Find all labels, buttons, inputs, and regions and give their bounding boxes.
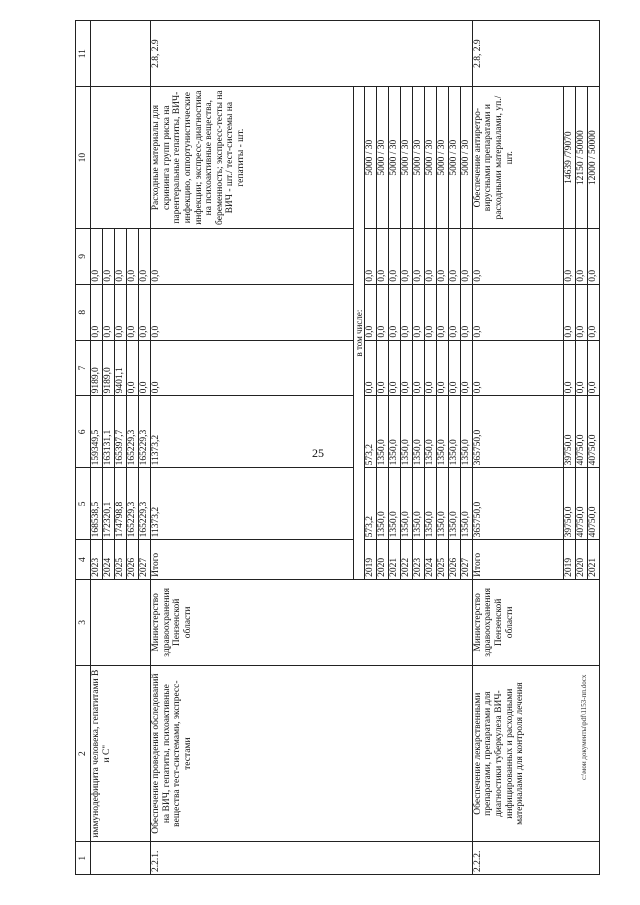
value-cell: 0,0 bbox=[115, 229, 127, 285]
value-cell: 0,0 bbox=[376, 229, 388, 285]
col-head-1: 1 bbox=[76, 842, 91, 875]
year-cell: 2025 bbox=[436, 540, 448, 580]
col-head-10: 10 bbox=[76, 87, 91, 229]
value-cell: 0,0 bbox=[388, 229, 400, 285]
table-row bbox=[91, 21, 103, 875]
total-value-cell: 365750,0 bbox=[472, 468, 563, 540]
year-cell: 2026 bbox=[448, 540, 460, 580]
year-cell: 2027 bbox=[139, 540, 151, 580]
year-cell: 2020 bbox=[576, 540, 588, 580]
col-head-7: 7 bbox=[76, 340, 91, 396]
value-cell: 0,0 bbox=[139, 284, 151, 340]
value-cell: 0,0 bbox=[436, 340, 448, 396]
indicator-description: Обеспечение антиретро-вирусными препаратами и расходными материалами, уп./ шт. bbox=[472, 87, 563, 229]
value-cell: 0,0 bbox=[576, 284, 588, 340]
continued-name-cell: иммунодефицита человека, гепатитами В и С" bbox=[91, 665, 151, 842]
col-head-11: 11 bbox=[76, 21, 91, 87]
value-cell: 0,0 bbox=[388, 340, 400, 396]
value-cell: 172320,1 bbox=[103, 468, 115, 540]
year-cell: 2019 bbox=[364, 540, 376, 580]
value-cell: 0,0 bbox=[412, 340, 424, 396]
total-value-cell: 0,0 bbox=[151, 340, 354, 396]
year-cell: 2020 bbox=[376, 540, 388, 580]
value-cell: 0,0 bbox=[424, 340, 436, 396]
value-cell: 0,0 bbox=[412, 229, 424, 285]
value-cell: 0,0 bbox=[412, 284, 424, 340]
column-number-row bbox=[76, 21, 91, 875]
total-label: Итого bbox=[472, 540, 563, 580]
year-cell: 2027 bbox=[460, 540, 472, 580]
value-cell: 0,0 bbox=[376, 340, 388, 396]
value-cell: 0,0 bbox=[436, 284, 448, 340]
rotated-table-container bbox=[75, 20, 600, 875]
indicator-value-cell: 12000 / 50000 bbox=[588, 87, 600, 229]
value-cell: 0,0 bbox=[400, 340, 412, 396]
total-label: Итого bbox=[151, 540, 354, 580]
value-cell: 1350,0 bbox=[436, 468, 448, 540]
value-cell: 573,2 bbox=[364, 396, 376, 468]
value-cell: 1350,0 bbox=[424, 468, 436, 540]
value-cell: 0,0 bbox=[588, 340, 600, 396]
year-cell: 2022 bbox=[400, 540, 412, 580]
col-head-5: 5 bbox=[76, 468, 91, 540]
year-cell: 2025 bbox=[115, 540, 127, 580]
year-cell: 2021 bbox=[388, 540, 400, 580]
value-cell: 40750,0 bbox=[576, 468, 588, 540]
total-value-cell: 0,0 bbox=[472, 284, 563, 340]
value-cell: 0,0 bbox=[127, 340, 139, 396]
indicator-description: Расходные материалы для скрининга групп риска на парентеральные гепатиты, ВИЧ-инфекцию, оппортунистические инфекции; экспресс-диагностика на психоактивные вещества, беременность; экспресс-тесты на ВИЧ - шт./ тест-системы на гепатиты - шт. bbox=[151, 87, 354, 229]
year-cell: 2021 bbox=[588, 540, 600, 580]
value-cell: 1350,0 bbox=[412, 396, 424, 468]
total-value-cell: 0,0 bbox=[472, 340, 563, 396]
section-ministry: Министерство здравоохранения Пензенской области bbox=[472, 579, 599, 665]
value-cell: 1350,0 bbox=[448, 396, 460, 468]
col-head-4: 4 bbox=[76, 540, 91, 580]
year-cell: 2023 bbox=[412, 540, 424, 580]
value-cell: 40750,0 bbox=[588, 396, 600, 468]
value-cell: 1350,0 bbox=[388, 468, 400, 540]
program-table bbox=[75, 20, 600, 875]
indicator-value-cell: 5000 / 30 bbox=[436, 87, 448, 229]
page-number: 25 bbox=[312, 446, 324, 460]
value-cell: 159349,5 bbox=[91, 396, 103, 468]
value-cell: 168538,5 bbox=[91, 468, 103, 540]
value-cell: 0,0 bbox=[91, 284, 103, 340]
value-cell: 9401,1 bbox=[115, 340, 127, 396]
value-cell: 0,0 bbox=[400, 284, 412, 340]
value-cell: 165229,3 bbox=[139, 396, 151, 468]
value-cell: 0,0 bbox=[576, 229, 588, 285]
year-cell: 2024 bbox=[424, 540, 436, 580]
section-name: Обеспечение лекарственными препаратами, препаратами для диагностики туберкулеза ВИЧ-инфицированных и расходными материалами для контроля лечения bbox=[472, 665, 599, 842]
in-that-label bbox=[353, 87, 364, 580]
value-cell: 1350,0 bbox=[400, 396, 412, 468]
year-cell: 2023 bbox=[91, 540, 103, 580]
value-cell: 40750,0 bbox=[576, 396, 588, 468]
total-value-cell: 365750,0 bbox=[472, 396, 563, 468]
value-cell: 0,0 bbox=[460, 284, 472, 340]
value-cell: 1350,0 bbox=[412, 468, 424, 540]
value-cell: 0,0 bbox=[448, 284, 460, 340]
value-cell: 0,0 bbox=[139, 229, 151, 285]
value-cell: 0,0 bbox=[91, 229, 103, 285]
col-head-9: 9 bbox=[76, 229, 91, 285]
value-cell: 573,2 bbox=[364, 468, 376, 540]
num-cell bbox=[91, 842, 151, 875]
value-cell: 0,0 bbox=[448, 340, 460, 396]
total-value-cell: 11373,2 bbox=[151, 396, 354, 468]
indicator-value-cell: 5000 / 30 bbox=[460, 87, 472, 229]
value-cell: 1350,0 bbox=[400, 468, 412, 540]
indicator-value-cell: 14639 /79070 bbox=[564, 87, 576, 229]
year-cell: 2026 bbox=[127, 540, 139, 580]
total-row bbox=[472, 21, 563, 875]
value-cell: 0,0 bbox=[564, 340, 576, 396]
value-cell: 1350,0 bbox=[376, 396, 388, 468]
value-cell: 0,0 bbox=[424, 284, 436, 340]
value-cell: 0,0 bbox=[460, 340, 472, 396]
value-cell: 1350,0 bbox=[424, 396, 436, 468]
total-value-cell: 0,0 bbox=[151, 284, 354, 340]
col-head-3: 3 bbox=[76, 579, 91, 665]
value-cell: 0,0 bbox=[127, 229, 139, 285]
reference-cell: 2.8, 2.9 bbox=[472, 21, 599, 87]
section-number: 2.2.1. bbox=[151, 842, 473, 875]
total-value-cell: 0,0 bbox=[472, 229, 563, 285]
value-cell: 0,0 bbox=[588, 284, 600, 340]
value-cell: 1350,0 bbox=[460, 468, 472, 540]
file-path-footer: c:\мои документы\pdf\1153-пп.docx bbox=[580, 674, 588, 780]
indicator-value-cell: 5000 / 30 bbox=[412, 87, 424, 229]
indicator-value-cell: 5000 / 30 bbox=[448, 87, 460, 229]
total-value-cell: 0,0 bbox=[151, 229, 354, 285]
value-cell: 0,0 bbox=[576, 340, 588, 396]
year-cell: 2019 bbox=[564, 540, 576, 580]
value-cell: 1350,0 bbox=[460, 396, 472, 468]
section-ministry: Министерство здравоохранения Пензенской области bbox=[151, 579, 473, 665]
value-cell: 0,0 bbox=[376, 284, 388, 340]
value-cell: 0,0 bbox=[460, 229, 472, 285]
value-cell: 1350,0 bbox=[388, 396, 400, 468]
value-cell: 39750,0 bbox=[564, 396, 576, 468]
value-cell: 9189,0 bbox=[91, 340, 103, 396]
indicator-value-cell: 5000 / 30 bbox=[364, 87, 376, 229]
ministry-cell bbox=[91, 579, 151, 665]
indicator-cell bbox=[91, 87, 151, 229]
value-cell: 165229,3 bbox=[139, 468, 151, 540]
indicator-value-cell: 5000 / 30 bbox=[388, 87, 400, 229]
value-cell: 174798,8 bbox=[115, 468, 127, 540]
value-cell: 0,0 bbox=[564, 284, 576, 340]
value-cell: 0,0 bbox=[115, 284, 127, 340]
value-cell: 0,0 bbox=[564, 229, 576, 285]
section-name: Обеспечение проведения обследований на ВИЧ, гепатиты, психоактивные вещества тест-системами, экспресс-тестами bbox=[151, 665, 473, 842]
value-cell: 39750,0 bbox=[564, 468, 576, 540]
value-cell: 0,0 bbox=[424, 229, 436, 285]
value-cell: 0,0 bbox=[388, 284, 400, 340]
value-cell: 165229,3 bbox=[127, 396, 139, 468]
reference-cell: 2.8, 2.9 bbox=[151, 21, 473, 87]
indicator-value-cell: 5000 / 30 bbox=[376, 87, 388, 229]
value-cell: 0,0 bbox=[364, 229, 376, 285]
value-cell: 9189,0 bbox=[103, 340, 115, 396]
value-cell: 0,0 bbox=[436, 229, 448, 285]
value-cell: 0,0 bbox=[364, 284, 376, 340]
value-cell: 0,0 bbox=[127, 284, 139, 340]
value-cell: 1350,0 bbox=[448, 468, 460, 540]
col-head-8: 8 bbox=[76, 284, 91, 340]
value-cell: 40750,0 bbox=[588, 468, 600, 540]
col-head-6: 6 bbox=[76, 396, 91, 468]
value-cell: 0,0 bbox=[364, 340, 376, 396]
value-cell: 0,0 bbox=[400, 229, 412, 285]
value-cell: 0,0 bbox=[448, 229, 460, 285]
value-cell: 165229,3 bbox=[127, 468, 139, 540]
indicator-value-cell: 5000 / 30 bbox=[400, 87, 412, 229]
year-cell: 2024 bbox=[103, 540, 115, 580]
value-cell: 1350,0 bbox=[376, 468, 388, 540]
value-cell: 0,0 bbox=[588, 229, 600, 285]
value-cell: 163131,1 bbox=[103, 396, 115, 468]
in-that-text: в том числе: bbox=[353, 309, 364, 357]
value-cell: 0,0 bbox=[139, 340, 151, 396]
ref-cell bbox=[91, 21, 151, 87]
value-cell: 0,0 bbox=[103, 229, 115, 285]
value-cell: 0,0 bbox=[103, 284, 115, 340]
section-number: 2.2.2. bbox=[472, 842, 599, 875]
col-head-2: 2 bbox=[76, 665, 91, 842]
indicator-value-cell: 12150 / 50000 bbox=[576, 87, 588, 229]
value-cell: 1350,0 bbox=[436, 396, 448, 468]
total-row bbox=[151, 21, 354, 875]
value-cell: 165397,7 bbox=[115, 396, 127, 468]
total-value-cell: 11373,2 bbox=[151, 468, 354, 540]
indicator-value-cell: 5000 / 30 bbox=[424, 87, 436, 229]
